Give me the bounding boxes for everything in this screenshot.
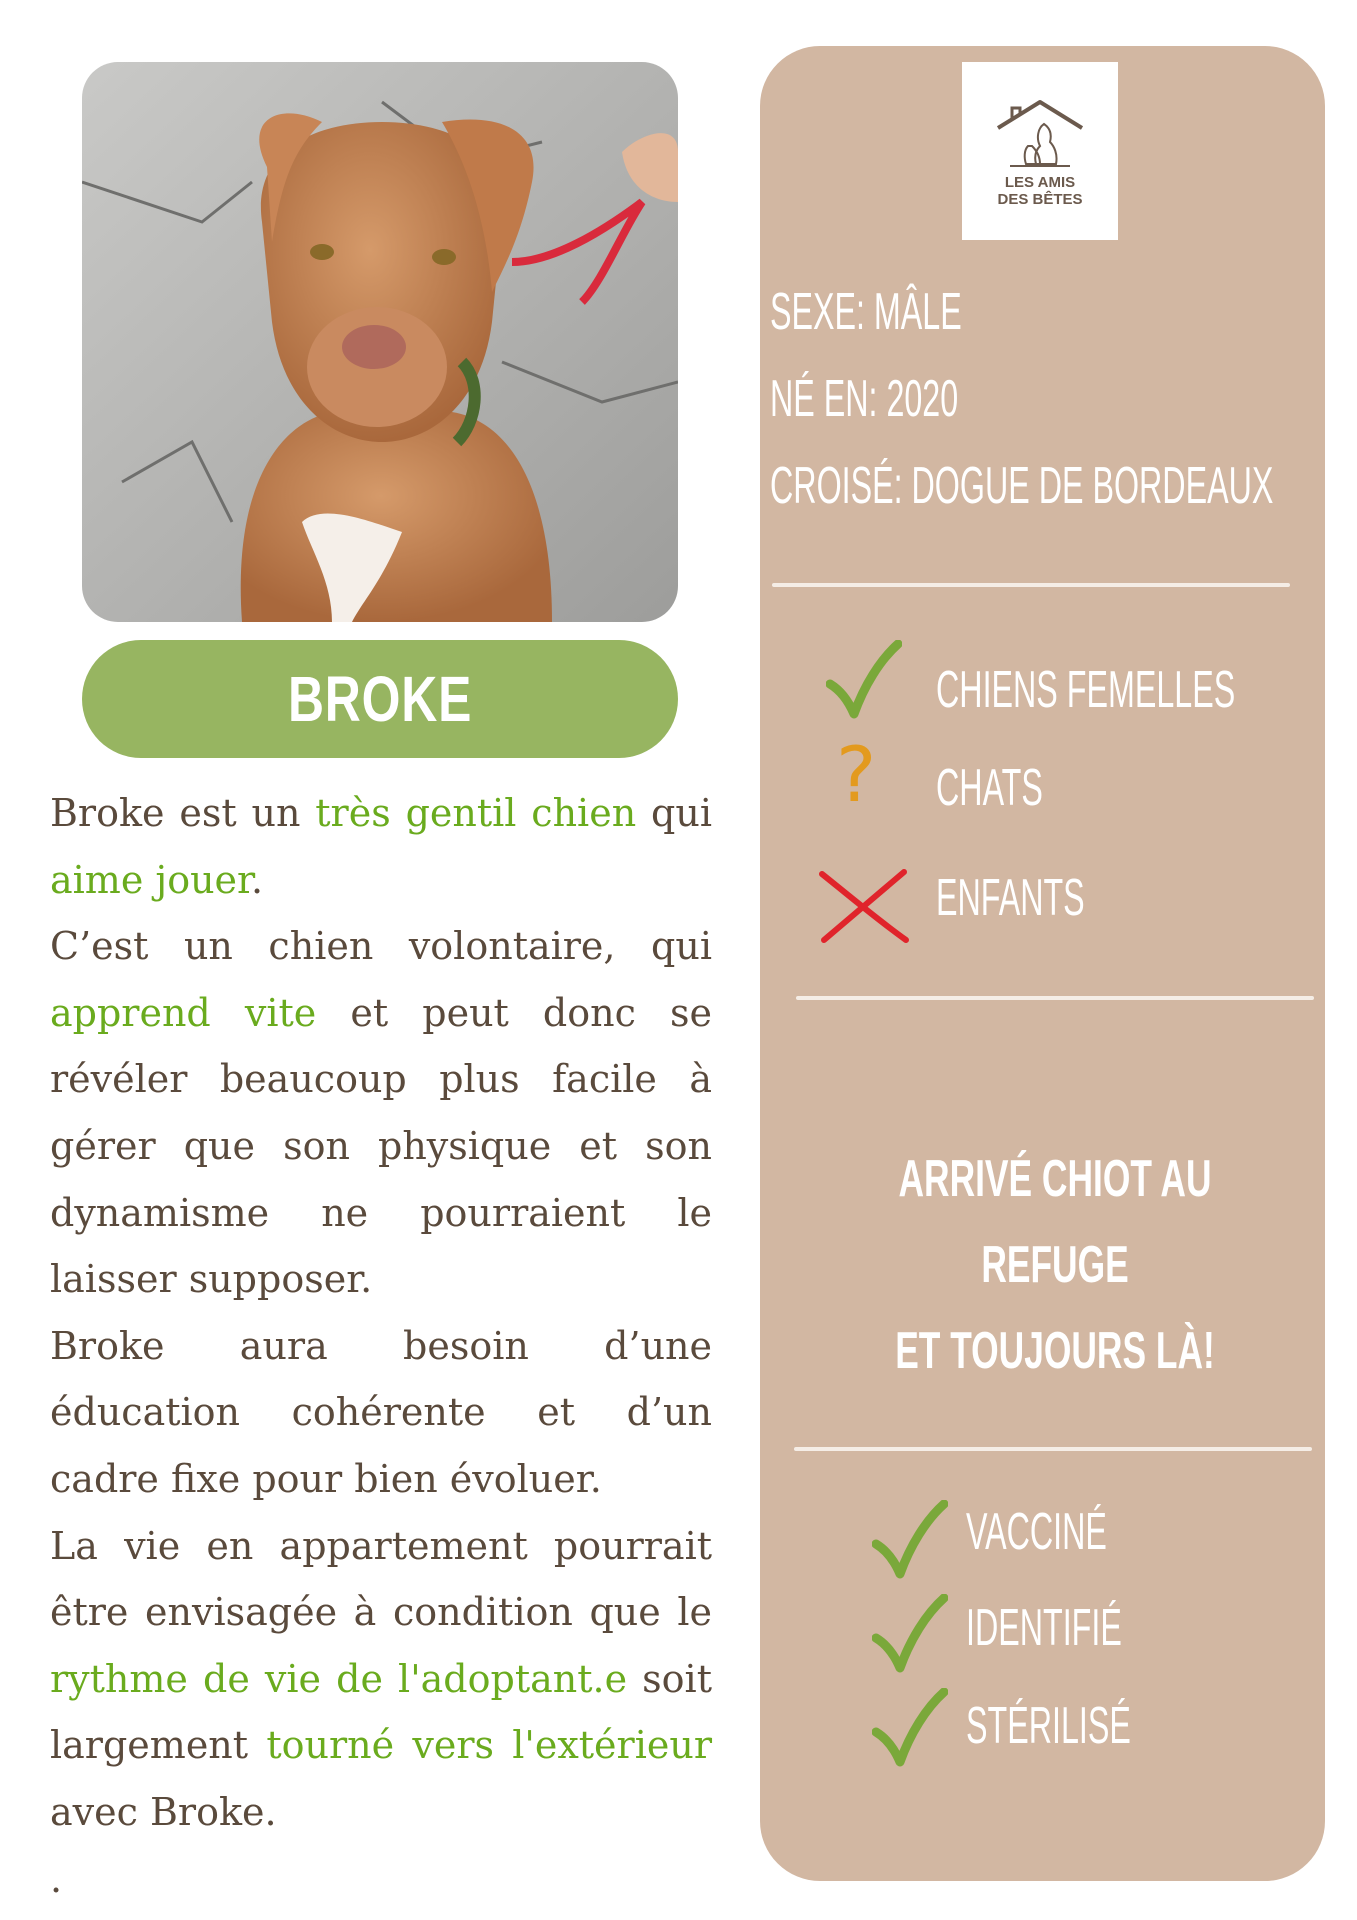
dog-name-banner [82, 640, 678, 758]
logo-line-1: LES AMIS [1004, 174, 1076, 191]
health-identified: IDENTIFIÉ [966, 1599, 1122, 1657]
highlight-text: très gentil chien [315, 791, 637, 835]
highlight-text: tourné vers l'extérieur [266, 1723, 712, 1768]
info-birth-year: NÉ EN: 2020 [770, 370, 959, 428]
description [50, 780, 712, 1912]
info-breed: CROISÉ: DOGUE DE BORDEAUX [770, 457, 1274, 515]
text: et peut donc se révéler beaucoup plus facile à gérer que son physique et son dynamisme ne pourraient le laisser supposer. [50, 990, 712, 1302]
house-pets-icon [990, 94, 1090, 170]
highlight-text: aime jouer [50, 857, 252, 902]
compat-label-cats: CHATS [936, 759, 1043, 817]
text: soit largement [50, 1656, 712, 1768]
health-vaccinated: VACCINÉ [966, 1503, 1107, 1561]
highlight-text: rythme de vie de l'adoptant.e [50, 1656, 628, 1701]
health-sterilized: STÉRILISÉ [966, 1697, 1131, 1755]
highlight-text: apprend vite [50, 990, 317, 1035]
shelter-logo [962, 62, 1118, 240]
separator [794, 1447, 1312, 1451]
logo-line-2: DES BÊTES [997, 191, 1083, 208]
logo-text [997, 174, 1082, 208]
arrival-note [790, 1136, 1320, 1394]
separator [772, 583, 1290, 587]
arrival-line-2: ET TOUJOURS LÀ! [895, 1322, 1215, 1380]
description-paragraph-1 [50, 780, 712, 913]
text: avec Broke. [50, 1789, 277, 1834]
text: Broke est un [50, 791, 316, 835]
dog-photo [82, 62, 678, 622]
text: . [251, 857, 264, 902]
arrival-line-1: ARRIVÉ CHIOT AU REFUGE [898, 1150, 1212, 1294]
check-icon [872, 1594, 948, 1674]
info-sexe: SEXE: MÂLE [770, 283, 962, 341]
description-trailing: . [50, 1856, 63, 1901]
compat-label-dogs: CHIENS FEMELLES [936, 661, 1236, 719]
description-paragraph-3: Broke aura besoin d’une éducation cohérente et d’un cadre fixe pour bien évoluer. [50, 1323, 712, 1501]
dog-name: BROKE [287, 663, 473, 735]
compat-label-children: ENFANTS [936, 869, 1085, 927]
question-icon: ? [836, 730, 877, 819]
description-paragraph-4 [50, 1513, 712, 1846]
description-paragraph-2 [50, 913, 712, 1313]
text: La vie en appartement pourrait être envisagée à condition que le [50, 1523, 712, 1635]
separator [796, 996, 1314, 1000]
text: C’est un chien volontaire, qui [50, 924, 712, 969]
cross-icon [816, 868, 912, 944]
check-icon [872, 1688, 948, 1768]
text: qui [636, 791, 712, 835]
check-icon [872, 1500, 948, 1580]
check-icon [826, 640, 902, 720]
